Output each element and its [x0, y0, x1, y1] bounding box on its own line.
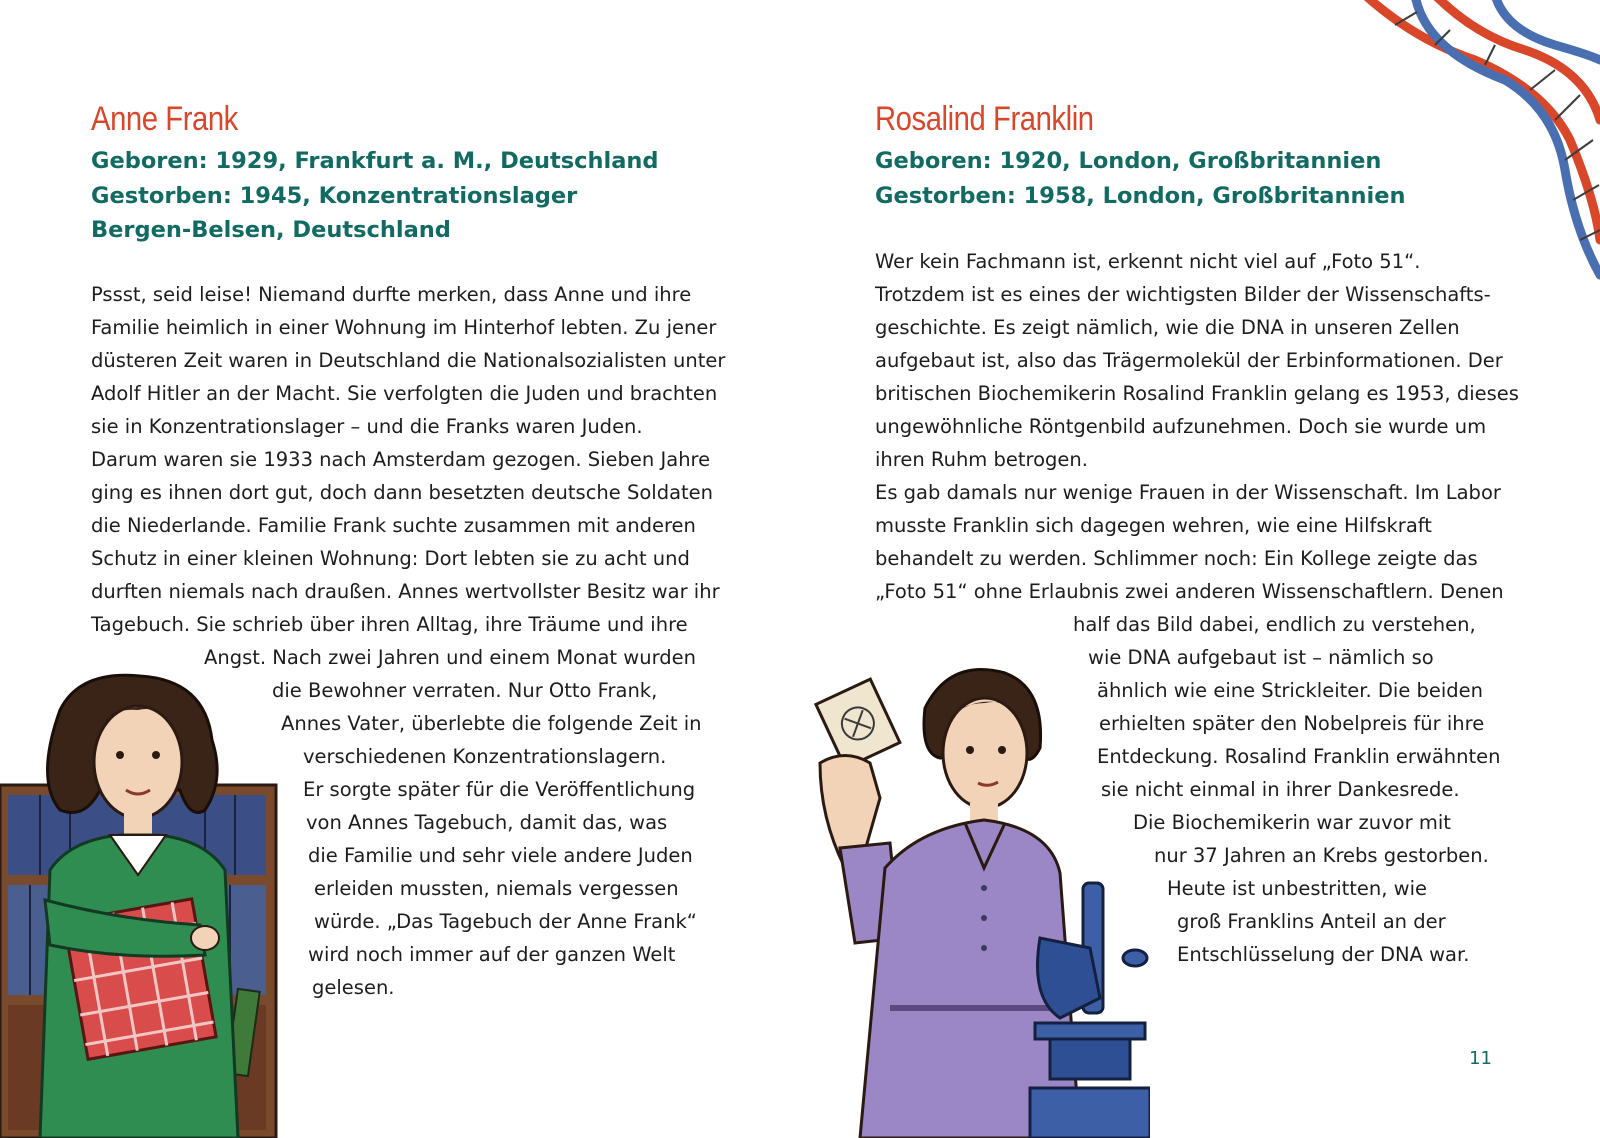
body-line: behandelt zu werden. Schlimmer noch: Ein Kollege zeigte das [875, 547, 1478, 570]
body-line: sie nicht einmal in ihrer Dankesrede. [1101, 778, 1460, 801]
body-line: erleiden mussten, niemals vergessen [314, 877, 679, 900]
body-line: Heute ist unbestritten, wie [1167, 877, 1428, 900]
anne-frank-died-line-2: Bergen-Belsen, Deutschland [91, 217, 451, 243]
body-line: ungewöhnliche Röntgenbild aufzunehmen. Doch sie wurde um [875, 415, 1487, 438]
body-line: durften niemals nach draußen. Annes wertvollster Besitz war ihr [91, 580, 720, 603]
body-line: Er sorgte später für die Veröffentlichung [303, 778, 696, 801]
body-line: die Familie und sehr viele andere Juden [308, 844, 693, 867]
body-line: Tagebuch. Sie schrieb über ihren Alltag, ihre Träume und ihre [91, 613, 688, 636]
page-rosalind-franklin [800, 0, 1600, 1138]
body-line: gelesen. [312, 976, 395, 999]
anne-frank-illustration [0, 670, 290, 1138]
body-line: nur 37 Jahren an Krebs gestorben. [1154, 844, 1489, 867]
body-line: die Niederlande. Familie Frank suchte zusammen mit anderen [91, 514, 696, 537]
body-line: „Foto 51“ ohne Erlaubnis zwei anderen Wissenschaftlern. Denen [875, 580, 1504, 603]
body-line: Entdeckung. Rosalind Franklin erwähnten [1097, 745, 1501, 768]
body-line: groß Franklins Anteil an der [1177, 910, 1446, 933]
body-line: Pssst, seid leise! Niemand durfte merken, dass Anne und ihre [91, 283, 692, 306]
body-line: Annes Vater, überlebte die folgende Zeit in [281, 712, 702, 735]
body-line: verschiedenen Konzentrationslagern. [303, 745, 667, 768]
rosalind-franklin-life-dates [875, 144, 1406, 213]
dna-helix-decoration [1355, 0, 1600, 280]
body-line: Wer kein Fachmann ist, erkennt nicht viel auf „Foto 51“. [875, 250, 1421, 273]
body-line: von Annes Tagebuch, damit das, was [306, 811, 668, 834]
rosalind-franklin-died: Gestorben: 1958, London, Großbritannien [875, 182, 1406, 209]
body-line: Familie heimlich in einer Wohnung im Hinterhof lebten. Zu jener [91, 316, 717, 339]
rosalind-franklin-born: Geboren: 1920, London, Großbritannien [875, 148, 1382, 174]
body-line: sie in Konzentrationslager – und die Franks waren Juden. [91, 415, 643, 438]
body-line: ihren Ruhm betrogen. [875, 448, 1088, 471]
body-line: Adolf Hitler an der Macht. Sie verfolgten die Juden und brachten [91, 382, 718, 405]
body-line: ging es ihnen dort gut, doch dann besetzten deutsche Soldaten [91, 481, 714, 504]
body-line: Trotzdem ist es eines der wichtigsten Bilder der Wissenschafts- [875, 283, 1491, 306]
body-line: Darum waren sie 1933 nach Amsterdam gezogen. Sieben Jahre [91, 448, 711, 471]
body-line: half das Bild dabei, endlich zu verstehen, [1073, 613, 1476, 636]
rosalind-franklin-name: Rosalind Franklin [875, 100, 1094, 138]
body-line: Schutz in einer kleinen Wohnung: Dort lebten sie zu acht und [91, 547, 690, 570]
body-line: wie DNA aufgebaut ist – nämlich so [1088, 646, 1434, 669]
anne-frank-life-dates [91, 144, 659, 248]
body-line: wird noch immer auf der ganzen Welt [308, 943, 676, 966]
body-line: Angst. Nach zwei Jahren und einem Monat wurden [204, 646, 696, 669]
rosalind-franklin-illustration [800, 668, 1150, 1138]
anne-frank-name: Anne Frank [91, 100, 238, 138]
body-line: geschichte. Es zeigt nämlich, wie die DNA in unseren Zellen [875, 316, 1460, 339]
anne-frank-born: Geboren: 1929, Frankfurt a. M., Deutschland [91, 148, 659, 174]
body-line: Es gab damals nur wenige Frauen in der Wissenschaft. Im Labor [875, 481, 1501, 504]
body-line: würde. „Das Tagebuch der Anne Frank“ [314, 910, 697, 933]
body-line: Entschlüsselung der DNA war. [1177, 943, 1470, 966]
body-line: düsteren Zeit waren in Deutschland die Nationalsozialisten unter [91, 349, 726, 372]
page-number: 11 [1469, 1048, 1492, 1069]
body-line: Die Biochemikerin war zuvor mit [1133, 811, 1451, 834]
body-line: aufgebaut ist, also das Trägermolekül der Erbinformationen. Der [875, 349, 1503, 372]
body-line: britischen Biochemikerin Rosalind Franklin gelang es 1953, dieses [875, 382, 1519, 405]
body-line: die Bewohner verraten. Nur Otto Frank, [272, 679, 658, 702]
body-line: musste Franklin sich dagegen wehren, wie eine Hilfskraft [875, 514, 1432, 537]
body-line: erhielten später den Nobelpreis für ihre [1099, 712, 1485, 735]
body-line: ähnlich wie eine Strickleiter. Die beiden [1097, 679, 1484, 702]
anne-frank-died-line-1: Gestorben: 1945, Konzentrationslager [91, 182, 578, 209]
